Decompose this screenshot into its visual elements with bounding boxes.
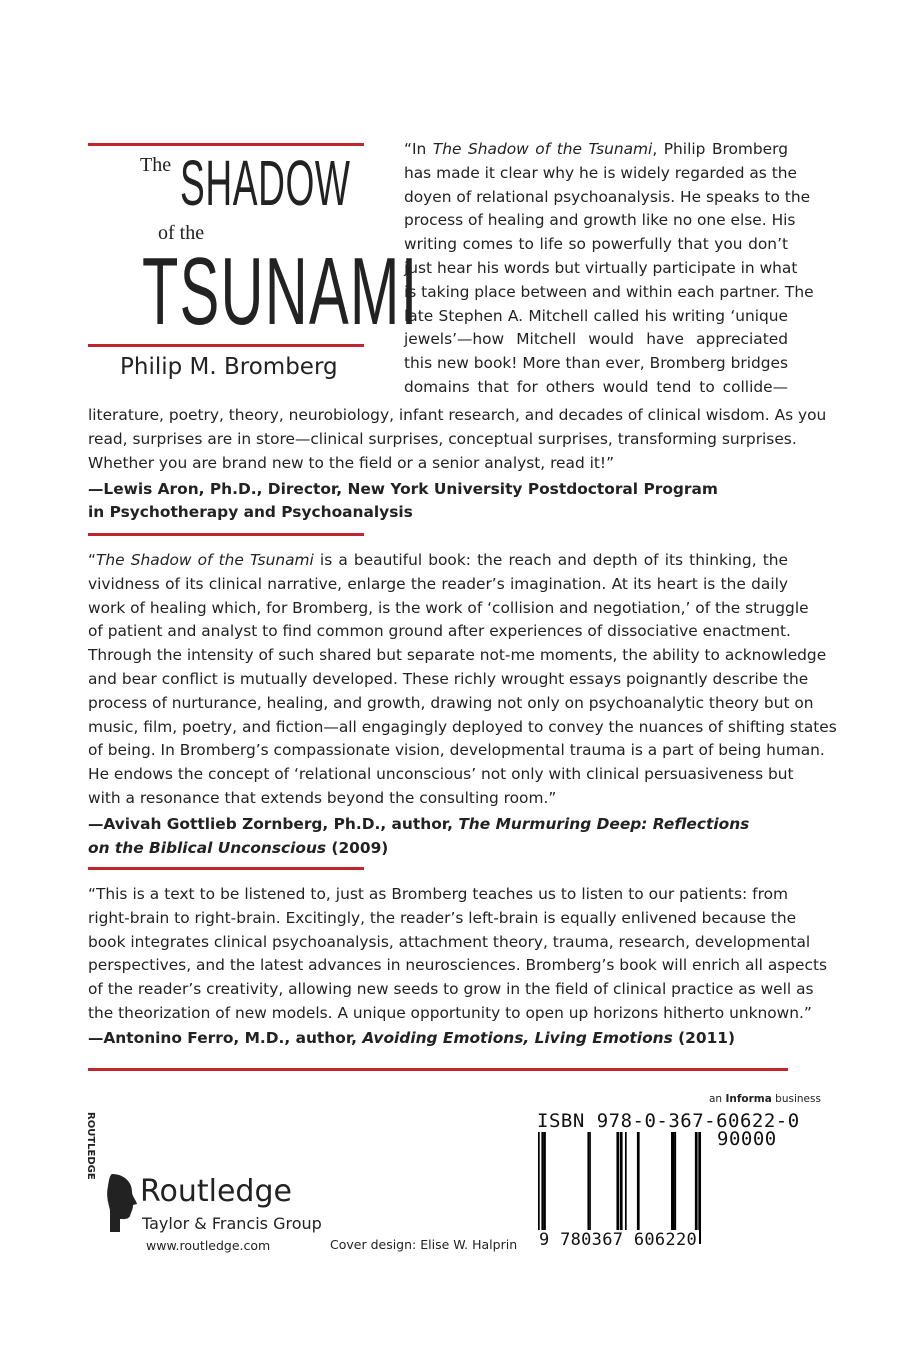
quote-line: doyen of relational psychoanalysis. He speaks to the xyxy=(404,187,811,206)
quote-line: “The Shadow of the Tsunami is a beautiful book: the reach and depth of its thinking, the xyxy=(88,551,788,569)
barcode-bar xyxy=(695,1132,698,1244)
barcode-bar xyxy=(625,1132,627,1230)
quote-line: late Stephen A. Mitchell called his writing ‘unique xyxy=(404,306,788,325)
isbn-barcode xyxy=(538,1132,702,1244)
quote-line: of the reader’s creativity, allowing new seeds to grow in the field of clinical practice as well as xyxy=(88,980,814,999)
quote-line: process of healing and growth like no one else. His xyxy=(404,211,796,230)
quote-line: has made it clear why he is widely regarded as the xyxy=(404,163,797,182)
book-author: Philip M. Bromberg xyxy=(120,354,338,380)
price-barcode xyxy=(716,1150,790,1244)
quote-line: perspectives, and the latest advances in neurosciences. Bromberg’s book will enrich all aspects xyxy=(88,956,828,975)
attribution-ferro: —Antonino Ferro, M.D., author, Avoiding Emotions, Living Emotions (2011) xyxy=(88,1029,736,1047)
quote-line: process of nurturance, healing, and growth, drawing not only on psychoanalytic theory but on xyxy=(88,693,814,712)
quote-line: just hear his words but virtually participate in what xyxy=(404,258,798,277)
routledge-logo-icon xyxy=(84,1112,106,1234)
routledge-head-icon xyxy=(106,1172,140,1234)
quote-line: read, surprises are in store—clinical surprises, conceptual surprises, transforming surprises. xyxy=(88,429,797,448)
barcode-bar xyxy=(637,1132,640,1230)
price-code: 90000 xyxy=(717,1128,777,1150)
attribution-zornberg-line1: —Avivah Gottlieb Zornberg, Ph.D., author, The Murmuring Deep: Reflections xyxy=(88,815,750,833)
quote-line: with a resonance that extends beyond the consulting room.” xyxy=(88,788,557,807)
barcode-bar xyxy=(589,1132,591,1230)
barcode-bar xyxy=(674,1132,676,1230)
quote-line: “In The Shadow of the Tsunami, Philip Bromberg xyxy=(404,140,788,158)
barcode-bar xyxy=(620,1132,623,1244)
barcode-bar xyxy=(698,1132,701,1244)
isbn-text: ISBN 978-0-367-60622-0 xyxy=(537,1110,800,1132)
quote-line: jewels’—how Mitchell would have appreciated xyxy=(404,330,788,349)
publisher-block xyxy=(84,1112,344,1253)
quote-line: right-brain to right-brain. Excitingly, the reader’s left-brain is equally enlivened because the xyxy=(88,908,797,927)
barcode-bar xyxy=(543,1132,546,1230)
quote-line: writing comes to life so powerfully that you don’t xyxy=(404,235,788,254)
quote-line: He endows the concept of ‘relational unconscious’ not only with clinical persuasiveness but xyxy=(88,765,794,784)
quote-line: of being. In Bromberg’s compassionate vision, developmental trauma is a part of being human. xyxy=(88,741,825,760)
barcode-bar xyxy=(538,1132,540,1244)
barcode-bar xyxy=(673,1132,675,1230)
quote-line: “This is a text to be listened to, just as Bromberg teaches us to listen to our patients: from xyxy=(88,885,788,903)
publisher-url[interactable]: www.routledge.com xyxy=(146,1238,271,1253)
quote-line: literature, poetry, theory, neurobiology, infant research, and decades of clinical wisdom. As you xyxy=(88,406,827,424)
quote-zornberg xyxy=(88,549,837,811)
logo-text: ROUTLEDGE xyxy=(85,1112,96,1180)
title-tsunami: TSUNAMI xyxy=(142,238,419,345)
barcode-number: 9 780367 606220 xyxy=(539,1230,698,1250)
quote2-separator-rule xyxy=(88,867,364,870)
quote-line: is taking place between and within each partner. The xyxy=(404,282,814,301)
publisher-name: Routledge xyxy=(140,1174,292,1209)
quote-line: music, film, poetry, and fiction—all engagingly deployed to convey the nuances of shifting states xyxy=(88,717,837,736)
bottom-separator-rule xyxy=(88,1068,788,1071)
attribution-aron-line1: —Lewis Aron, Ph.D., Director, New York University Postdoctoral Program xyxy=(88,480,718,498)
title-of-the: of the xyxy=(158,222,205,244)
book-title-block xyxy=(88,146,419,386)
barcode-bar xyxy=(541,1132,543,1244)
quote-line: book integrates clinical psychoanalysis, attachment theory, trauma, research, developmental xyxy=(88,932,811,951)
publisher-group: Taylor & Francis Group xyxy=(142,1214,322,1233)
barcode-bar xyxy=(616,1132,619,1244)
quote-line: Whether you are brand new to the field or a senior analyst, read it!” xyxy=(88,453,615,472)
cover-design-credit: Cover design: Elise W. Halprin xyxy=(330,1237,518,1252)
quote-aron-narrow xyxy=(404,138,814,400)
quote-line: work of healing which, for Bromberg, is the work of ‘collision and negotiation,’ of the struggle xyxy=(88,598,809,617)
quote-line: Through the intensity of such shared but separate not-me moments, the ability to acknowledge xyxy=(88,646,827,665)
quote1-separator-rule xyxy=(88,533,364,536)
quote-aron-wide xyxy=(88,404,827,475)
barcode-bar xyxy=(587,1132,589,1230)
quote-line: and bear conflict is mutually developed. These richly wrought essays poignantly describe the xyxy=(88,669,809,688)
attribution-zornberg-line2: on the Biblical Unconscious (2009) xyxy=(88,839,389,857)
quote-line: this new book! More than ever, Bromberg bridges xyxy=(404,354,788,373)
quote-line: domains that for others would tend to collide— xyxy=(404,377,788,396)
informa-business-label: an Informa business xyxy=(709,1093,821,1105)
title-shadow: SHADOW xyxy=(180,147,351,219)
attribution-aron-line2: in Psychotherapy and Psychoanalysis xyxy=(88,503,413,521)
title-the: The xyxy=(140,154,172,176)
quote-line: of patient and analyst to find common ground after experiences of dissociative enactment. xyxy=(88,622,791,641)
quote-line: the theorization of new models. A unique opportunity to open up horizons hitherto unknown.” xyxy=(88,1003,812,1022)
quote-ferro xyxy=(88,883,828,1026)
quote-line: vividness of its clinical narrative, enlarge the reader’s imagination. At its heart is the daily xyxy=(88,574,788,593)
